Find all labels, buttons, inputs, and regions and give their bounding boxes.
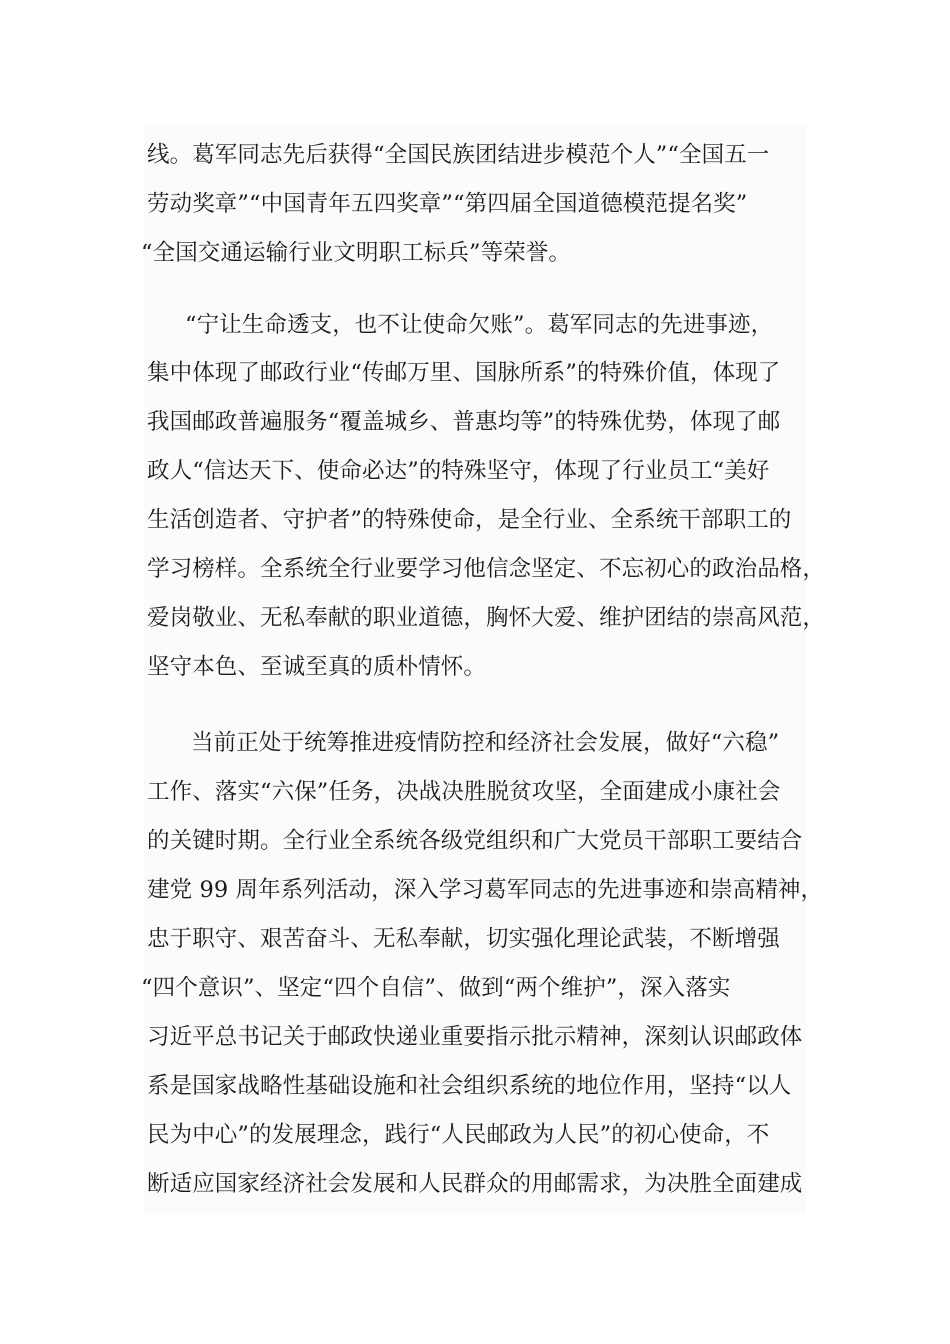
paragraph-3-line-8: 系是国家战略性基础设施和社会组织系统的地位作用，坚持“以人 (147, 1073, 792, 1099)
paragraph-2-line-5: 生活创造者、守护者”的特殊使命，是全行业、全系统干部职工的 (147, 507, 792, 533)
paragraph-2-line-6: 学习榜样。全系统全行业要学习他信念坚定、不忘初心的政治品格， (147, 556, 826, 582)
paragraph-3-line-4: 建党 99 周年系列活动，深入学习葛军同志的先进事迹和崇高精神， (147, 877, 824, 903)
paragraph-2-line-7: 爱岗敬业、无私奉献的职业道德，胸怀大爱、维护团结的崇高风范， (147, 605, 826, 631)
paragraph-1-line-3: “全国交通运输行业文明职工标兵”等荣誉。 (141, 240, 572, 266)
paragraph-3-line-1: 当前正处于统筹推进疫情防控和经济社会发展，做好“六稳” (191, 730, 780, 756)
paragraph-1-line-2: 劳动奖章”“中国青年五四奖章”“第四届全国道德模范提名奖” (147, 191, 748, 217)
paragraph-1-line-1: 线。葛军同志先后获得“全国民族团结进步模范个人”“全国五一 (147, 142, 770, 168)
paragraph-3-line-6: “四个意识”、坚定“四个自信”、做到“两个维护”，深入落实 (141, 975, 731, 1001)
paragraph-3-line-9: 民为中心”的发展理念，践行“人民邮政为人民”的初心使命，不 (147, 1122, 770, 1148)
paragraph-2-line-2: 集中体现了邮政行业“传邮万里、国脉所系”的特殊价值，体现了 (147, 360, 781, 386)
paragraph-2-line-1: “宁让生命透支，也不让使命欠账”。葛军同志的先进事迹， (185, 312, 774, 338)
paragraph-2-line-3: 我国邮政普遍服务“覆盖城乡、普惠均等”的特殊优势，体现了邮 (147, 409, 781, 435)
paragraph-3-line-7: 习近平总书记关于邮政快递业重要指示批示精神，深刻认识邮政体 (147, 1024, 803, 1050)
paragraph-3-line-5: 忠于职守、艰苦奋斗、无私奉献，切实强化理论武装，不断增强 (147, 926, 780, 952)
paragraph-3-line-2: 工作、落实“六保”任务，决战决胜脱贫攻坚，全面建成小康社会 (147, 779, 781, 805)
paragraph-2-line-8: 坚守本色、至诚至真的质朴情怀。 (147, 654, 487, 680)
paragraph-2-line-4: 政人“信达天下、使命必达”的特殊坚守，体现了行业员工“美好 (147, 458, 770, 484)
paragraph-3-line-10: 断适应国家经济社会发展和人民群众的用邮需求，为决胜全面建成 (147, 1171, 803, 1197)
paragraph-3-line-3: 的关键时期。全行业全系统各级党组织和广大党员干部职工要结合 (147, 828, 803, 854)
